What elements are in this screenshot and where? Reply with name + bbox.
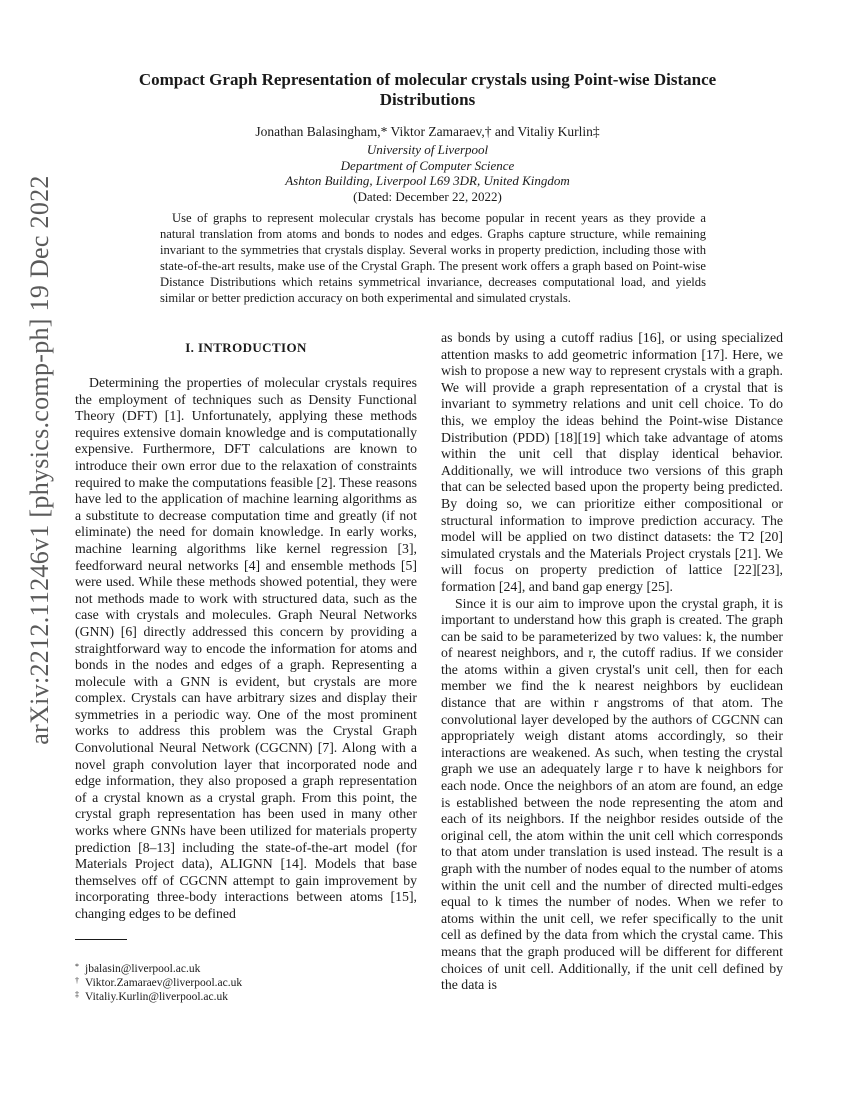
paper-title: Compact Graph Representation of molecular crystals using Point-wise Distance Distributions bbox=[138, 70, 717, 109]
footnote-item bbox=[75, 976, 417, 990]
footnote-divider bbox=[75, 939, 127, 940]
arxiv-identifier bbox=[16, 175, 64, 745]
footnote-item bbox=[75, 990, 417, 1004]
footnote-mark: * bbox=[75, 962, 79, 971]
section-heading-introduction: I. INTRODUCTION bbox=[185, 340, 307, 355]
footnote-item bbox=[75, 962, 417, 976]
intro-paragraph-1: Determining the properties of molecular crystals requires the employment of techniques such as Density Functional Theory (DFT) [1]. Unfortunately, applying these methods requires extensive domain knowledge and is computationally expensive. Furthermore, DFT calculations are known to introduce their own error due to the relaxation of constraints required to make the computations feasible [2]. These reasons have led to the application of machine learning algorithms as a substitute to decrease computation time and greatly (if not eliminate) the need for domain knowledge. In early works, machine learning algorithms like kernel regression [3], feedforward neural networks [4] and ensemble methods [5] were used. While these methods showed potential, they were not methods made to work with structured data, such as the case with crystals and molecules. Graph Neural Networks (GNN) [6] directly addressed this concern by providing a straightforward way to encode the information for atoms and bonds in the nodes and edges of a graph. Representing a molecule with a GNN is evident, but crystals are more complex. Crystals can have arbitrary sizes and display their symmetries in a periodic way. One of the most prominent works to address this problem was the Crystal Graph Convolutional Neural Network (CGCNN) [7]. Along with a novel graph convolution layer that incorporated node and edge information, they also proposed a graph representation of a crystal known as a crystal graph. From this point, the crystal graph representation has been used in many other works where GNNs have been utilized for materials property prediction [8–13] including the state-of-the-art model (for Materials Project data), ALIGNN [14]. Models that base themselves off of CGCNN attempt to gain improvement by incorporating three-body interactions between atoms [15], changing edges to be defined bbox=[75, 375, 417, 921]
right-column bbox=[441, 330, 783, 994]
author-list: Jonathan Balasingham,* Viktor Zamaraev,† and Vitaliy Kurlin‡ bbox=[255, 124, 600, 139]
dated-line: (Dated: December 22, 2022) bbox=[353, 188, 502, 204]
footnote-email: Viktor.Zamaraev@liverpool.ac.uk bbox=[85, 977, 243, 989]
footnote-email: jbalasin@liverpool.ac.uk bbox=[85, 963, 201, 975]
affiliation-address: Ashton Building, Liverpool L69 3DR, United Kingdom bbox=[285, 173, 570, 188]
footnote-mark: ‡ bbox=[75, 990, 79, 999]
footnote-email: Vitaliy.Kurlin@liverpool.ac.uk bbox=[85, 991, 228, 1003]
footnote-mark: † bbox=[75, 976, 79, 985]
footnotes bbox=[75, 962, 417, 1004]
left-column bbox=[75, 375, 417, 923]
abstract: Use of graphs to represent molecular crystals has become popular in recent years as they provide a natural translation from atoms and bonds to nodes and edges. Graphs capture structure, while remaining invariant to the symmetries that crystals display. Several works in property prediction, including those with state-of-the-art results, make use of the Crystal Graph. The present work offers a graph based on Point-wise Distance Distributions which retains symmetrical invariance, decreases computational load, and yields similar or better prediction accuracy on both experimental and simulated crystals. bbox=[160, 211, 706, 305]
arxiv-identifier-text: arXiv:2212.11246v1 [physics.comp-ph] 19 Dec 2022 bbox=[25, 175, 54, 745]
affiliation-university: University of Liverpool bbox=[366, 142, 489, 157]
affiliation-department: Department of Computer Science bbox=[340, 157, 515, 173]
intro-paragraph-2: Since it is our aim to improve upon the crystal graph, it is important to understand how this graph is created. The graph can be said to be parameterized by two values: k, the number of nearest neighbors, and r, the cutoff radius. If we consider the atoms within a given crystal's unit cell, then for each member we find the k nearest neighbors by euclidean distance that are within r angstroms of that atom. The convolutional layer developed by the authors of CGCNN can appropriately weigh distant atoms accordingly, so their interactions are weakened. As such, when testing the crystal graph we use an adequately large r to have k neighbors for each node. Once the neighbors of an atom are found, an edge is established between the node representing the atom and each of its neighbors. If the neighbor resides outside of the original cell, the atom within the unit cell which corresponds to that atom under translation is used instead. The result is a graph with the number of nodes equal to the number of atoms within the unit cell and the number of directed multi-edges equal to k times the number of nodes. When we refer to atoms within the unit cell, we refer specifically to the unit cell as defined by the data from which the crystal came. This means that the graph produced will be different for different choices of unit cell. Additionally, if the unit cell defined by the data is bbox=[441, 595, 783, 993]
intro-paragraph-continued: as bonds by using a cutoff radius [16], or using specialized attention masks to add geometric information [17]. Here, we wish to propose a new way to represent crystals with a graph. We will provide a graph representation of a crystal that is invariant to symmetry relations and unit cell choice. To do this, we employ the ideas behind the Point-wise Distance Distribution (PDD) [18][19] which take advantage of atoms within the unit cell that display identical behavior. Additionally, we will introduce two versions of this graph that can be selected based upon the property being predicted. By doing so, we can prioritize either compositional or structural information to improve prediction accuracy. The model will be applied on two distinct datasets: the T2 [20] simulated crystals and the Materials Project crystals [21]. We will focus on property prediction of lattice [22][23], formation [24], and band gap energy [25]. bbox=[441, 330, 783, 594]
affiliation-block bbox=[95, 142, 760, 204]
